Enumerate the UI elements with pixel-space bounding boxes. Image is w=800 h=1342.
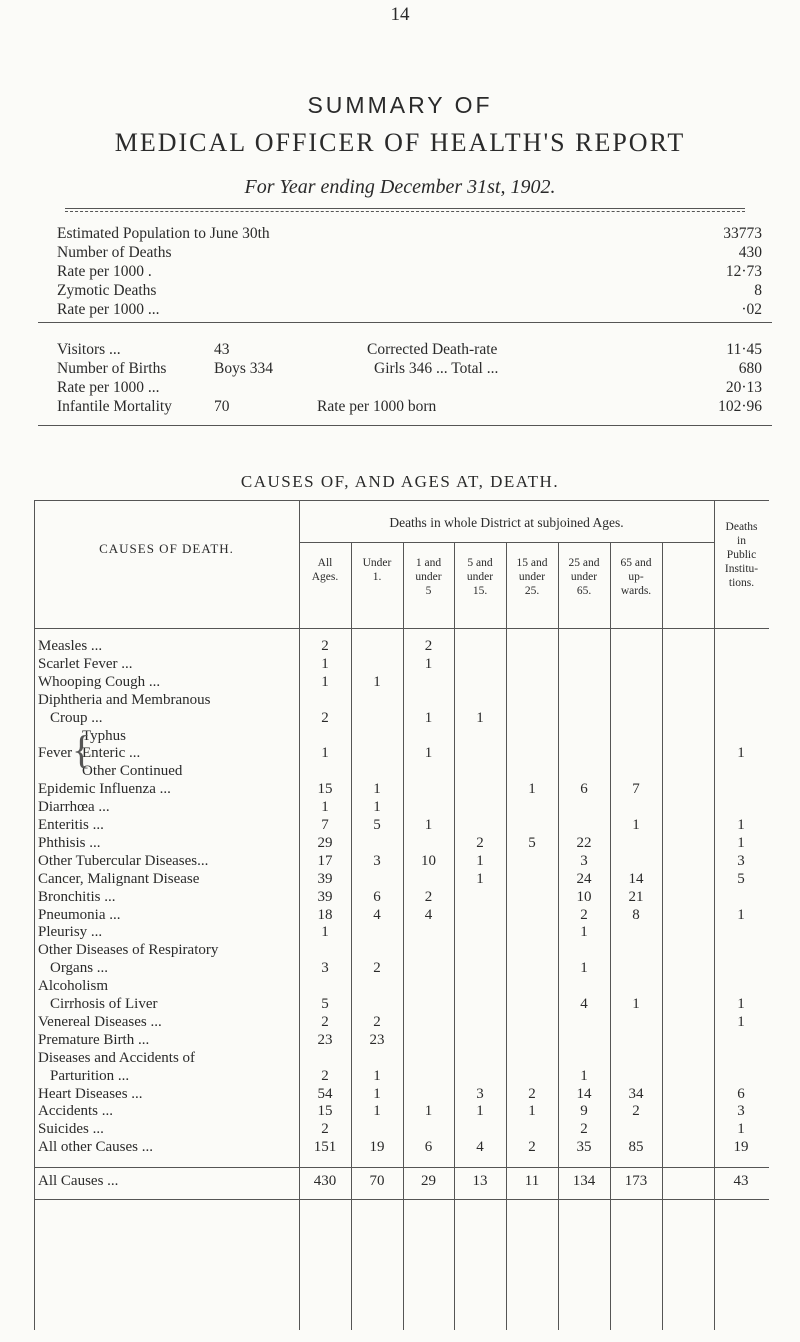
column-header <box>403 556 454 598</box>
table-cell: 18 <box>317 906 333 923</box>
public-header-line: Institu- <box>724 563 759 575</box>
cause-label: Diarrhœa ... <box>38 799 110 816</box>
total-rule <box>34 1167 769 1168</box>
column-header-line: up- <box>628 571 644 583</box>
causes-header: CAUSES OF DEATH. <box>99 541 234 556</box>
table-cell: 2 <box>580 906 588 923</box>
table-cell: 85 <box>628 1139 644 1156</box>
rule <box>65 208 745 209</box>
table-cell: 3 <box>580 852 588 869</box>
boys: Boys 334 <box>214 360 273 377</box>
table-cell: 1 <box>321 745 329 762</box>
table-cell: 8 <box>632 906 640 923</box>
table-cell: 19 <box>369 1139 385 1156</box>
table-cell: 3 <box>373 852 381 869</box>
summary-value: 8 <box>754 282 762 299</box>
table-cell: 17 <box>317 852 333 869</box>
cause-label: Scarlet Fever ... <box>38 655 133 672</box>
column-rule <box>34 500 35 1330</box>
table-cell: 2 <box>321 1013 329 1030</box>
summary-row <box>57 224 762 243</box>
fever-label: Fever <box>38 745 73 762</box>
table-cell: 151 <box>313 1139 337 1156</box>
summary-label: Rate per 1000 ... <box>57 301 160 318</box>
table-cell: 1 <box>321 673 329 690</box>
table-cell: 4 <box>373 906 381 923</box>
table-cell: 1 <box>476 709 484 726</box>
table-cell: 6 <box>424 1139 433 1156</box>
column-header-line: under <box>570 571 598 583</box>
visitors-label: Visitors ... <box>57 341 121 358</box>
table-cell: 6 <box>580 781 588 798</box>
summary-block <box>57 224 762 319</box>
table-cell: 1 <box>737 1121 745 1138</box>
column-header-line: 5 and <box>467 557 493 569</box>
column-rule <box>454 542 455 1330</box>
table-cell: 5 <box>321 996 329 1012</box>
column-header-line: 15. <box>472 585 488 597</box>
total-cell: 13 <box>472 1173 488 1190</box>
table-cell: 2 <box>632 1103 640 1120</box>
table-cell: 29 <box>317 834 333 851</box>
table-cell: 1 <box>737 745 745 762</box>
column-header-line: 25 and <box>568 557 600 569</box>
cause-label: Measles ... <box>38 638 103 654</box>
table-cell: 5 <box>737 870 745 887</box>
table-cell: 7 <box>321 817 329 833</box>
table-cell: 2 <box>321 1121 329 1138</box>
summary-value: ·02 <box>741 301 762 318</box>
table-cell: 34 <box>628 1085 644 1102</box>
cause-label: Heart Diseases ... <box>38 1085 143 1102</box>
infant-rate-label: Rate per 1000 born <box>317 398 437 415</box>
public-institutions-header <box>714 520 769 590</box>
cause-label: Bronchitis ... <box>38 888 116 905</box>
table-cell: 3 <box>737 852 745 869</box>
rule <box>65 211 745 212</box>
table-cell: 1 <box>737 1013 745 1030</box>
public-header-line: Deaths <box>725 521 758 533</box>
causes-title: CAUSES OF, AND AGES AT, DEATH. <box>240 472 560 491</box>
total-cell: 430 <box>313 1173 337 1190</box>
cause-label: Other Continued <box>82 763 183 780</box>
table-cell: 24 <box>576 870 592 887</box>
table-top-rule <box>34 500 769 501</box>
corrected-value: 11·45 <box>726 341 762 358</box>
summary-label: Rate per 1000 . <box>57 263 152 280</box>
fever-brace: { <box>72 726 92 772</box>
table-cell: 2 <box>528 1085 536 1102</box>
cause-label: All other Causes ... <box>38 1139 153 1156</box>
summary-label: Estimated Population to June 30th <box>57 225 270 242</box>
infant-value: 70 <box>214 398 230 415</box>
table-cell: 5 <box>528 834 536 851</box>
column-header-line: 65 and <box>620 557 652 569</box>
table-cell: 2 <box>321 709 329 726</box>
table-cell: 1 <box>737 906 745 923</box>
cause-label: Parturition ... <box>50 1067 130 1084</box>
cause-label: Cirrhosis of Liver <box>50 996 158 1012</box>
public-header-line: in <box>737 535 746 547</box>
cause-label: Cancer, Malignant Disease <box>38 870 200 887</box>
rule <box>38 322 772 323</box>
table-cell: 1 <box>580 960 588 977</box>
column-header <box>610 556 662 598</box>
table-cell: 4 <box>580 996 588 1012</box>
table-cell: 1 <box>424 655 433 672</box>
table-cell: 35 <box>576 1139 592 1156</box>
table-cell: 2 <box>424 638 433 654</box>
table-cell: 1 <box>476 852 484 869</box>
table-cell: 1 <box>373 1085 381 1102</box>
cause-label: Pneumonia ... <box>38 906 121 923</box>
column-rule <box>610 542 611 1330</box>
total-cell: 70 <box>369 1173 385 1190</box>
column-rule <box>351 542 352 1330</box>
table-cell: 1 <box>321 924 329 941</box>
title-report: MEDICAL OFFICER OF HEALTH'S REPORT <box>114 128 686 157</box>
cause-label: Epidemic Influenza ... <box>38 781 171 798</box>
column-header-line: under <box>415 571 442 583</box>
table-cell: 7 <box>632 781 640 798</box>
group-header: Deaths in whole District at subjoined Ages. <box>389 515 624 530</box>
column-rule <box>714 500 715 1330</box>
table-cell: 15 <box>317 1103 333 1120</box>
total-cell: 43 <box>733 1173 749 1190</box>
girls: Girls 346 ... Total ... <box>374 360 499 377</box>
public-header-line: Public <box>726 549 757 561</box>
table-cell: 9 <box>580 1103 588 1120</box>
summary-label: Number of Deaths <box>57 244 172 261</box>
table-cell: 14 <box>576 1085 592 1102</box>
cause-label: Diphtheria and Membranous <box>38 691 211 708</box>
cause-label: Diseases and Accidents of <box>38 1049 196 1066</box>
infant-label: Infantile Mortality <box>57 398 172 415</box>
table-cell: 1 <box>580 1067 588 1084</box>
table-cell: 1 <box>373 781 381 798</box>
rate-value: 20·13 <box>725 379 762 396</box>
column-rule <box>403 542 404 1330</box>
vitals-block <box>57 340 762 416</box>
column-header-line: Ages. <box>311 571 339 583</box>
title-summary-of: SUMMARY OF <box>307 92 493 118</box>
cause-label: Typhus <box>82 727 126 744</box>
table-cell: 1 <box>737 834 745 851</box>
table-cell: 1 <box>632 817 640 833</box>
cause-label: Whooping Cough ... <box>38 673 161 690</box>
cause-label: Organs ... <box>50 960 109 977</box>
summary-label: Zymotic Deaths <box>57 282 157 299</box>
causes-table <box>34 500 769 1342</box>
cause-label: Other Diseases of Respiratory <box>38 942 219 959</box>
cause-label: Other Tubercular Diseases... <box>38 852 209 869</box>
rule <box>38 425 772 426</box>
summary-value: 33773 <box>723 225 762 242</box>
summary-row <box>57 281 762 300</box>
table-cell: 3 <box>321 960 329 977</box>
page-number: 14 <box>390 4 410 25</box>
table-cell: 2 <box>321 638 329 654</box>
cause-label: Enteric ... <box>82 745 141 762</box>
table-cell: 1 <box>737 996 745 1012</box>
table-cell: 2 <box>424 888 433 905</box>
table-cell: 19 <box>733 1139 749 1156</box>
infant-rate-value: 102·96 <box>718 398 762 415</box>
table-cell: 1 <box>737 817 745 833</box>
cause-label: Premature Birth ... <box>38 1031 150 1048</box>
total-cell: 173 <box>624 1173 648 1190</box>
table-cell: 54 <box>317 1085 333 1102</box>
table-cell: 6 <box>373 888 381 905</box>
table-cell: 1 <box>373 1067 381 1084</box>
column-header-line: All <box>317 557 333 569</box>
cause-label: Enteritis ... <box>38 817 104 833</box>
column-header-line: 15 and <box>516 557 548 569</box>
column-header-line: 65. <box>576 585 592 597</box>
cause-label: Alcoholism <box>38 978 108 995</box>
births-total: 680 <box>738 360 762 377</box>
table-cell: 14 <box>628 870 644 887</box>
table-cell: 1 <box>476 870 484 887</box>
title-year: For Year ending December 31st, 1902. <box>244 176 556 198</box>
column-rule <box>558 542 559 1330</box>
table-cell: 10 <box>421 852 436 869</box>
table-cell: 1 <box>424 745 433 762</box>
column-header <box>506 556 558 598</box>
column-header <box>454 556 506 598</box>
column-header-line: wards. <box>620 585 652 597</box>
table-cell: 1 <box>528 1103 536 1120</box>
table-cell: 39 <box>317 870 333 887</box>
table-cell: 1 <box>580 924 588 941</box>
total-label: All Causes ... <box>38 1173 119 1190</box>
table-cell: 2 <box>321 1067 329 1084</box>
column-header <box>558 556 610 598</box>
table-cell: 3 <box>737 1103 745 1120</box>
column-rule <box>299 500 300 1330</box>
corrected-label: Corrected Death-rate <box>367 341 498 358</box>
cause-label: Pleurisy ... <box>38 924 103 941</box>
table-cell: 1 <box>373 799 381 816</box>
table-cell: 2 <box>373 1013 381 1030</box>
total-cell: 11 <box>524 1173 540 1190</box>
cause-label: Phthisis ... <box>38 834 101 851</box>
table-cell: 2 <box>528 1139 536 1156</box>
table-cell: 3 <box>476 1085 484 1102</box>
table-cell: 1 <box>632 996 640 1012</box>
column-rule <box>506 542 507 1330</box>
table-cell: 1 <box>321 799 329 816</box>
table-cell: 10 <box>576 888 592 905</box>
table-cell: 4 <box>424 906 433 923</box>
column-header-line: 1. <box>372 571 382 583</box>
cause-label: Croup ... <box>50 709 103 726</box>
column-header <box>299 556 351 584</box>
summary-row <box>57 262 762 281</box>
table-cell: 1 <box>321 655 329 672</box>
table-cell: 1 <box>373 673 381 690</box>
cause-label: Accidents ... <box>38 1103 113 1120</box>
column-header-line: Under <box>362 557 392 569</box>
table-cell: 6 <box>737 1085 745 1102</box>
rate-label: Rate per 1000 ... <box>57 379 160 396</box>
table-cell: 22 <box>576 834 592 851</box>
table-cell: 1 <box>373 1103 381 1120</box>
total-cell: 29 <box>421 1173 436 1190</box>
cause-label: Suicides ... <box>38 1121 104 1138</box>
table-cell: 2 <box>373 960 381 977</box>
public-header-line: tions. <box>728 577 755 589</box>
table-cell: 39 <box>317 888 333 905</box>
table-cell: 21 <box>628 888 644 905</box>
total-cell: 134 <box>572 1173 596 1190</box>
column-header-line: 5 <box>425 585 432 597</box>
summary-row <box>57 300 762 319</box>
column-header-line: under <box>466 571 494 583</box>
column-header-line: 25. <box>524 585 540 597</box>
column-header-line: 1 and <box>415 557 442 569</box>
summary-row <box>57 243 762 262</box>
table-cell: 1 <box>424 709 433 726</box>
table-cell: 1 <box>424 817 433 833</box>
table-cell: 23 <box>369 1031 385 1048</box>
table-cell: 2 <box>580 1121 588 1138</box>
table-cell: 5 <box>373 817 381 833</box>
column-rule <box>662 542 663 1330</box>
table-cell: 1 <box>476 1103 484 1120</box>
births-label: Number of Births <box>57 360 167 377</box>
column-header-line: under <box>518 571 546 583</box>
table-cell: 23 <box>317 1031 333 1048</box>
table-cell: 2 <box>476 834 484 851</box>
cause-label: Venereal Diseases ... <box>38 1013 162 1030</box>
summary-value: 430 <box>738 244 762 261</box>
summary-value: 12·73 <box>725 263 762 280</box>
table-cell: 15 <box>317 781 333 798</box>
table-cell: 1 <box>424 1103 433 1120</box>
visitors-value: 43 <box>214 341 230 358</box>
table-cell: 4 <box>476 1139 484 1156</box>
column-header <box>351 556 403 584</box>
table-bottom-rule <box>34 1199 769 1200</box>
header-bottom-rule <box>34 628 769 629</box>
table-cell: 1 <box>528 781 536 798</box>
